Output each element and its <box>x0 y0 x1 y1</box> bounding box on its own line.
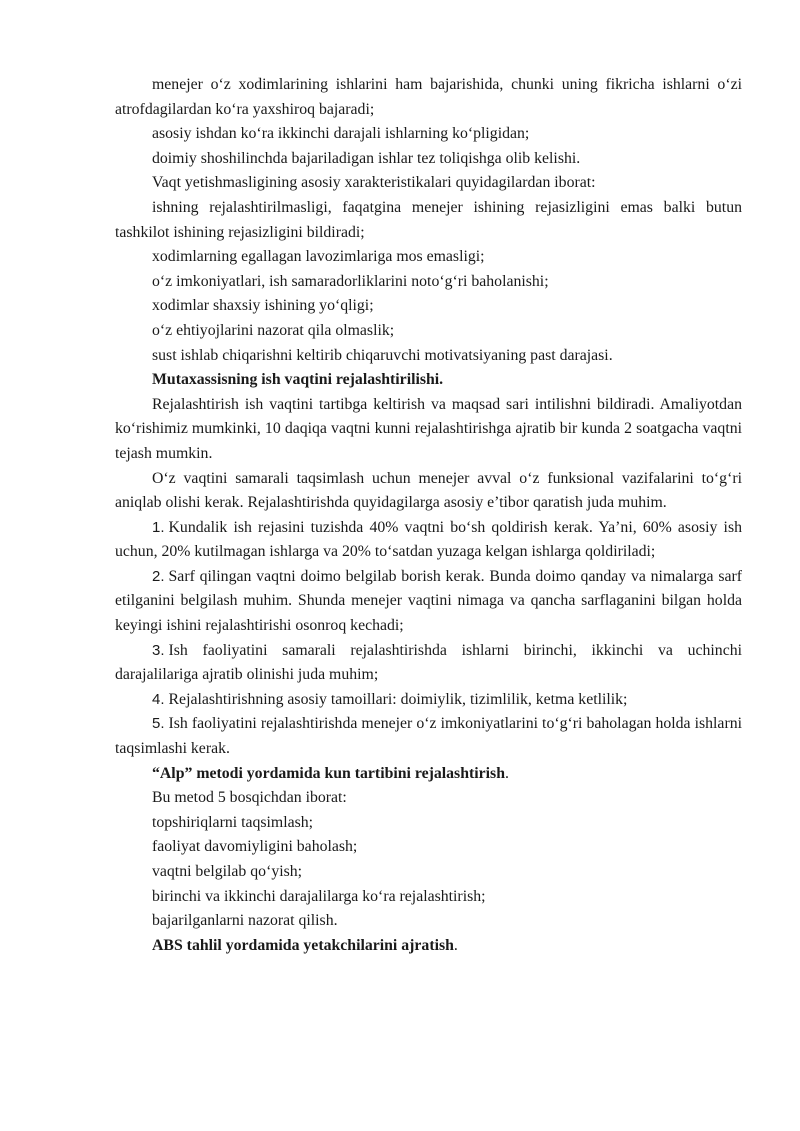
alp-heading-period: . <box>504 764 509 782</box>
item-number: 3. <box>152 641 165 659</box>
section-heading-ish-vaqti: Mutaxassisning ish vaqtini rejalashtirilishi. <box>152 371 444 389</box>
alp-step-2: faoliyat davomiyligini baholash; <box>152 838 358 856</box>
paragraph-asosiy-ishdan: asosiy ishdan ko‘ra ikkinchi darajali ishlarning ko‘pligidan; <box>152 125 530 143</box>
paragraph-xodimlarning: xodimlarning egallagan lavozimlariga mos emasligi; <box>152 248 485 266</box>
alp-step-5: bajarilganlarni nazorat qilish. <box>152 912 338 930</box>
section-heading-abs <box>115 934 742 959</box>
item-number: 2. <box>152 567 165 585</box>
item-text: Sarf qilingan vaqtni doimo belgilab borish kerak. Bunda doimo qanday va nimalarga sarf etilganini belgilash muhim. Shunda menejer vaqtini nimaga va qancha sarflaganini bilgan holda keyingi ishini rejalashtirishi osonroq kechadi; <box>115 567 742 635</box>
alp-intro: Bu metod 5 bosqichdan iborat: <box>152 789 347 807</box>
paragraph-rejalashtirish: Rejalashtirish ish vaqtini tartibga keltirish va maqsad sari intilishni bildiradi. Amaliyotdan ko‘rishimiz mumkinki, 10 daqiqa vaqtni kunni rejalashtirishga ajratib bir kunda 2 soatgacha vaqtni tejash mumkin. <box>115 395 742 462</box>
paragraph-shaxsiy-ish: xodimlar shaxsiy ishining yo‘qligi; <box>152 297 374 315</box>
paragraph-vaqt-yetishmasligi: Vaqt yetishmasligining asosiy xarakteristikalari quyidagilardan iborat: <box>152 174 596 192</box>
paragraph-ehtiyojlar: o‘z ehtiyojlarini nazorat qila olmaslik; <box>152 321 395 339</box>
paragraph-funksional: O‘z vaqtini samarali taqsimlash uchun menejer avval o‘z funksional vazifalarini to‘g‘ri aniqlab olishi kerak. Rejalashtirishda quyidagilarga asosiy e’tibor qaratish juda muhim. <box>115 469 742 512</box>
item-text: Rejalashtirishning asosiy tamoillari: doimiylik, tizimlilik, ketma ketlilik; <box>168 690 628 708</box>
abs-heading-period: . <box>453 936 458 954</box>
section-heading-alp <box>115 762 742 787</box>
numbered-item-1 <box>115 516 742 565</box>
item-text: Ish faoliyatini samarali rejalashtirishda ishlarni birinchi, ikkinchi va uchinchi darajalilariga ajratib olinishi juda muhim; <box>115 641 742 684</box>
item-text: Ish faoliyatini rejalashtirishda menejer o‘z imkoniyatlarini to‘g‘ri baholagan holda ishlarni taqsimlashi kerak. <box>115 715 742 758</box>
paragraph-menejer: menejer o‘z xodimlarining ishlarini ham bajarishida, chunki uning fikricha ishlarni o‘zi atrofdagilardan ko‘ra yaxshiroq bajaradi; <box>115 76 742 118</box>
alp-step-1: topshiriqlarni taqsimlash; <box>152 813 314 831</box>
alp-step-3: vaqtni belgilab qo‘yish; <box>152 863 303 880</box>
item-number: 1. <box>152 518 165 536</box>
alp-step-4: birinchi va ikkinchi darajalilarga ko‘ra rejalashtirish; <box>152 887 486 905</box>
paragraph-ishning-rejalashtirilmasligi: ishning rejalashtirilmasligi, faqatgina menejer ishining rejasizligini emas balki butun tashkilot ishining rejasizligini bildiradi; <box>115 198 742 241</box>
numbered-item-4 <box>115 688 742 713</box>
numbered-item-5 <box>115 712 742 761</box>
paragraph-motivatsiya: sust ishlab chiqarishni keltirib chiqaruvchi motivatsiyaning past darajasi. <box>152 346 613 364</box>
item-text: Kundalik ish rejasini tuzishda 40% vaqtni bo‘sh qoldirish kerak. Ya’ni, 60% asosiy ish uchun, 20% kutilmagan ishlarga va 20% to‘satdan yuzaga kelgan ishlarga qoldiriladi; <box>115 518 742 561</box>
item-number: 4. <box>152 690 165 708</box>
numbered-item-3 <box>115 639 742 688</box>
alp-heading-text: “Alp” metodi yordamida kun tartibini rejalashtirish <box>152 764 505 782</box>
item-number: 5. <box>152 715 165 733</box>
paragraph-doimiy: doimiy shoshilinchda bajariladigan ishlar tez toliqishga olib kelishi. <box>152 149 581 167</box>
numbered-item-2 <box>115 565 742 639</box>
abs-heading-text: ABS tahlil yordamida yetakchilarini ajratish <box>152 936 454 954</box>
paragraph-imkoniyatlari: o‘z imkoniyatlari, ish samaradorliklarini noto‘g‘ri baholanishi; <box>152 272 549 290</box>
